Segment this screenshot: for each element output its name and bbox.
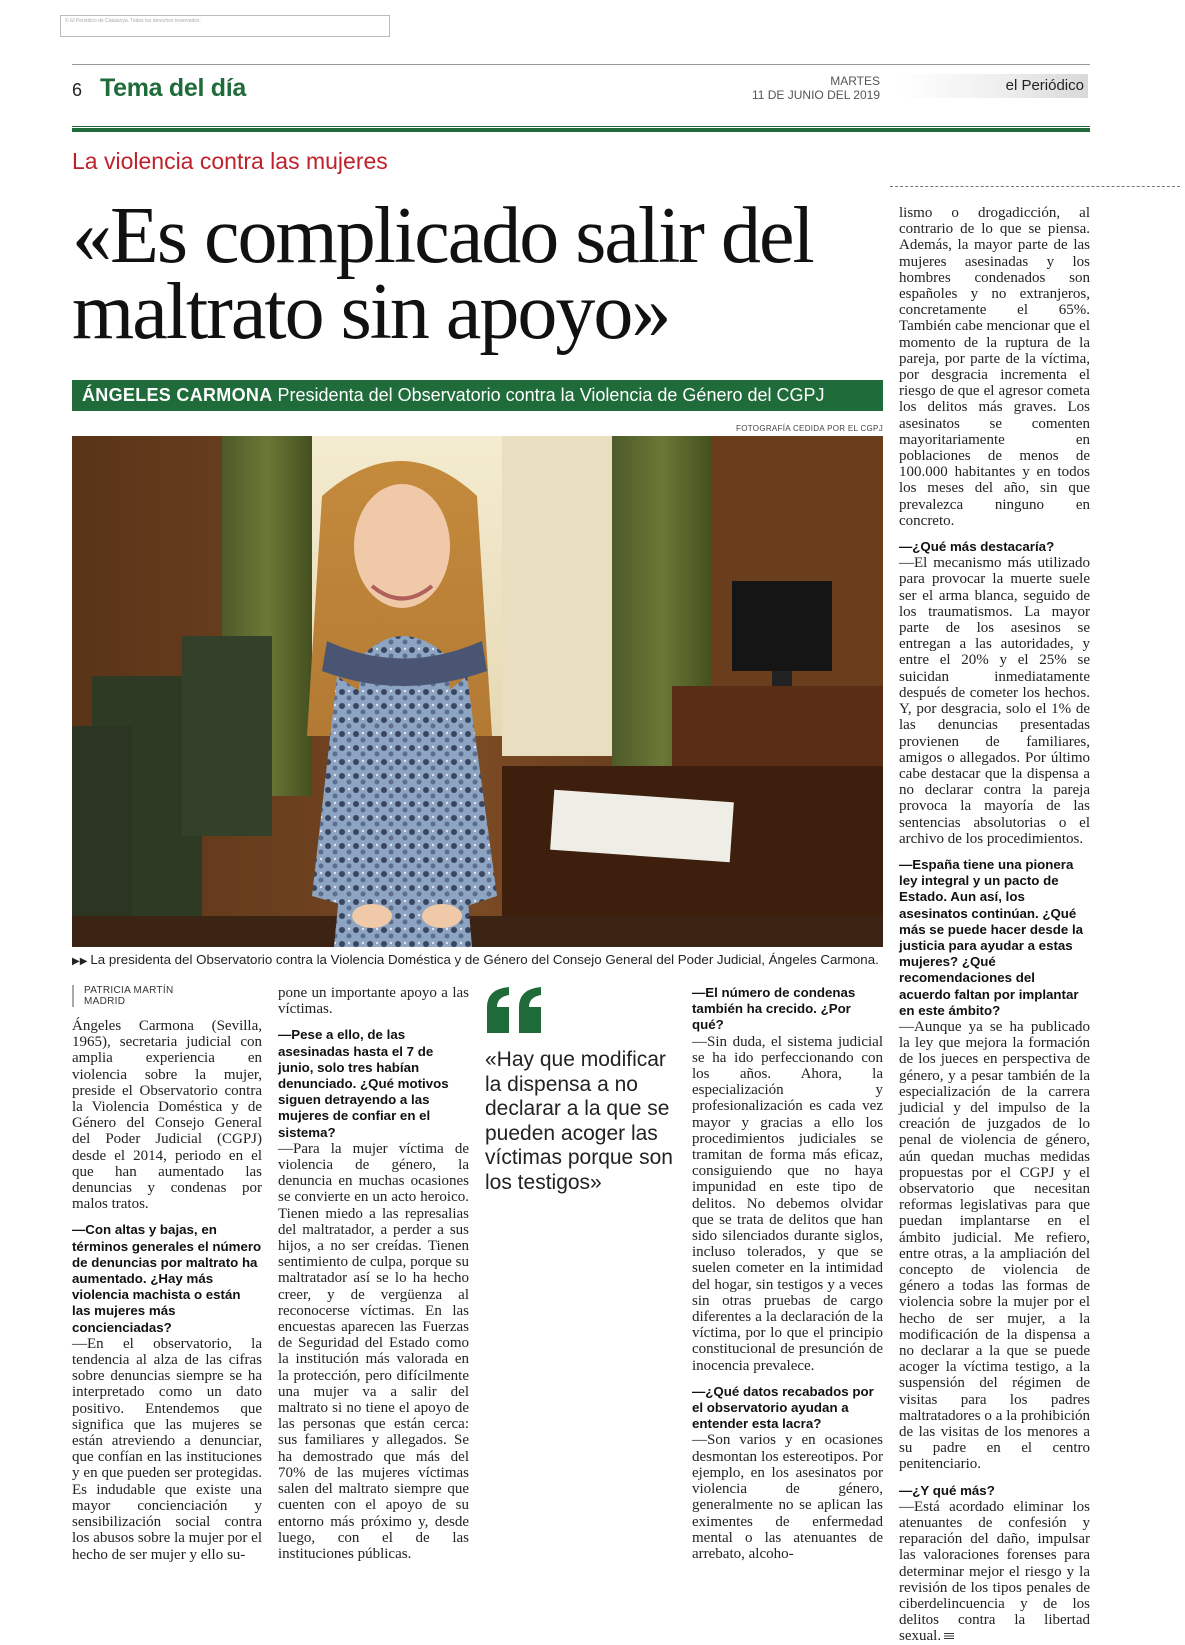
end-mark-icon xyxy=(944,1633,954,1640)
subject-bar xyxy=(72,380,883,411)
headline: «Es complicado salir del maltrato sin apoyo» xyxy=(72,192,813,356)
header-rule xyxy=(72,128,1090,132)
weekday: MARTES xyxy=(830,74,880,88)
header-rule-thin xyxy=(72,126,1090,127)
article-column-1 xyxy=(72,1018,262,1563)
question-5: —¿Qué más destacaría? xyxy=(899,539,1055,555)
quote-mark-icon xyxy=(485,985,545,1035)
question-2: —Pese a ello, de las asesinadas hasta el 7 de junio, solo tres habían denunciado. ¿Qué motivos siguen detrayendo a las mujeres de confiar en el sistema? xyxy=(278,1027,449,1140)
caption-arrow-icon: ▶▶ xyxy=(72,956,88,967)
article-column-2 xyxy=(278,985,469,1562)
question-6: —España tiene una pionera ley integral y un pacto de Estado. Aun así, los asesinatos continúan. ¿Qué más se puede hacer desde la justicia para ayudar a estas mujeres? ¿Qué recomendaciones del acuerdo faltan por implantar en este ámbito? xyxy=(899,856,1084,1018)
section-title: Tema del día xyxy=(100,74,246,102)
copyright-notice: © El Periódico de Catalunya. Todos los derechos reservados. xyxy=(60,15,390,37)
author-name: PATRICIA MARTÍN xyxy=(84,985,174,996)
article-column-4 xyxy=(692,985,883,1562)
intro-paragraph: Ángeles Carmona (Sevilla, 1965), secretaria judicial con amplia experiencia en violencia sobre la mujer, preside el Observatorio contra la Violencia Doméstica y de Género del Consejo General del Poder Judicial (CGPJ) desde el 2014, periodo en el que han aumentado las denuncias y condenas por malos tratos. xyxy=(72,1018,262,1213)
question-7: —¿Y qué más? xyxy=(899,1482,995,1498)
topic-label: La violencia contra las mujeres xyxy=(72,148,388,174)
question-3: —El número de condenas también ha crecido. ¿Por qué? xyxy=(692,985,856,1033)
page-number: 6 xyxy=(72,80,83,100)
portrait-photo xyxy=(72,436,883,947)
dateline xyxy=(730,74,880,102)
answer-1-continued: pone un importante apoyo a las víctimas. xyxy=(278,985,469,1018)
caption-text: La presidenta del Observatorio contra la Violencia Doméstica y de Género del Consejo General del Poder Judicial, Ángeles Carmona. xyxy=(90,952,879,967)
question-1: —Con altas y bajas, en términos generales el número de denuncias por maltrato ha aumentado. ¿Hay más violencia machista o están las mujeres más concienciadas? xyxy=(72,1222,262,1335)
photo-illustration xyxy=(72,436,883,947)
dashed-divider xyxy=(890,186,1180,187)
answer-3: —Sin duda, el sistema judicial se ha ido perfeccionando con los años. Ahora, la especialización y profesionalización es cada vez mayor y gracias a ello los procedimientos judiciales se tramitan de forma más eficaz, consiguiendo que no haya impunidad en este tipo de delitos. No debemos olvidar que se trata de delitos que han sido silenciados durante siglos, incluso tolerados, y que se suelen cometer en la intimidad del hogar, sin testigos y a veces sin otras pruebas de cargo diferentes a la declaración de la víctima, por lo que el principio constitucional de presunción de inocencia prevalece. xyxy=(692,1033,883,1374)
photo-caption xyxy=(72,952,883,967)
answer-1: —En el observatorio, la tendencia al alza de las cifras sobre denuncias siempre se ha interpretado como un dato positivo. Entendemos que significa que las mujeres se están atreviendo a denunciar, que confían en las instituciones y en que pueden ser protegidas. Es indudable que existe una mayor concienciación y sensibilización social contra los abusos sobre la mujer por el hecho de ser mujer y ello su- xyxy=(72,1335,262,1563)
pull-quote: «Hay que modificar la dispensa a no declarar a la que se pueden acoger las víctimas porque son los testigos» xyxy=(485,1048,673,1194)
top-rule xyxy=(72,64,1090,65)
answer-4: —Son varios y en ocasiones desmontan los estereotipos. Por ejemplo, en los asesinatos por violencia de género, generalmente no se aplican las eximentes de enfermedad mental o las atenuantes de arrebato, alcoho- xyxy=(692,1432,883,1562)
byline xyxy=(72,985,262,1007)
photo-credit: FOTOGRAFÍA CEDIDA POR EL CGPJ xyxy=(736,424,883,433)
subject-role: Presidenta del Observatorio contra la Violencia de Género del CGPJ xyxy=(277,385,825,405)
author-city: MADRID xyxy=(84,996,126,1007)
answer-7: —Está acordado eliminar los atenuantes de confesión y reparación del daño, impulsar las valoraciones forenses para determinar mejor el riesgo y la revisión de los tipos penales de ciberdelincuencia y de los delitos contra la libertad sexual. xyxy=(899,1498,1090,1645)
answer-2: —Para la mujer víctima de violencia de género, la denuncia en muchas ocasiones se convierte en un acto heroico. Tienen miedo a las represalias del maltratador, a perder a sus hijos, a no ser creídas. Tienen sentimiento de culpa, porque su maltratador así se lo ha hecho creer, y de vergüenza al reconocerse víctimas. En las encuestas aparecen las Fuerzas de Seguridad del Estado como la institución más valorada en la protección, pero difícilmente una mujer va a salir del maltrato si no tiene el apoyo de las personas que están cerca: sus familiares y allegados. Se ha demostrado que más del 70% de las mujeres víctimas salen del maltrato siempre que cuenten con el apoyo de su entorno más próximo y, desde luego, con el de las instituciones públicas. xyxy=(278,1140,469,1562)
brand-logo: el Periódico xyxy=(900,74,1088,98)
answer-6: —Aunque ya se ha publicado la ley que mejora la formación de los jueces en perspectiva de género, y a pesar también de la especialización de la carrera judicial y del impulso de la creación de juzgados de lo penal de violencia de género, aún quedan muchas medidas propuestas por el CGPJ y el observatorio que necesitan reformas legislativas para que puedan implantarse en el ámbito judicial. Me refiero, entre otras, a la ampliación del concepto de violencia de género a todas las formas de violencia sobre la mujer por el hecho de ser mujer, a la modificación de la dispensa a no declarar a la que se puede acoger la víctima testigo, a la suspensión del régimen de visitas para los padres maltratadores o a la prohibición de las visitas de los menores a su padre en el centro penitenciario. xyxy=(899,1018,1090,1473)
article-column-5 xyxy=(899,205,1090,1645)
subject-name: ÁNGELES CARMONA xyxy=(82,385,273,405)
answer-5: —El mecanismo más utilizado para provocar la muerte suele ser el arma blanca, seguido de los traumatismos. La mayor parte de los asesinos se entregan a las autoridades, y entre el 20% y el 25% se suicidan inmediatamente después de cometer los hechos. Y, por desgracia, solo el 1% de las denuncias presentadas provienen de familiares, amigos o allegados. Por último cabe destacar que la dispensa a no declarar contra la pareja provoca la mayoría de las sentencias absolutorias o el archivo de los procedimientos. xyxy=(899,555,1090,847)
question-4: —¿Qué datos recabados por el observatorio ayudan a entender esta lacra? xyxy=(692,1383,874,1432)
answer-4-continued: lismo o drogadicción, al contrario de lo que se piensa. Además, la mayor parte de las mujeres asesinadas y los hombres condenados son españoles y no extranjeros, concretamente el 65%. También cabe mencionar que el momento de la ruptura de la pareja, por parte de la víctima, por desgracia incrementa el riesgo de que el agresor cometa los delitos más graves. Los asesinatos se comenten mayoritariamente en poblaciones de menos de 100.000 habitantes y en todos los meses del año, sin que prevalezca ninguno en concreto. xyxy=(899,205,1090,529)
date: 11 DE JUNIO DEL 2019 xyxy=(751,88,880,102)
